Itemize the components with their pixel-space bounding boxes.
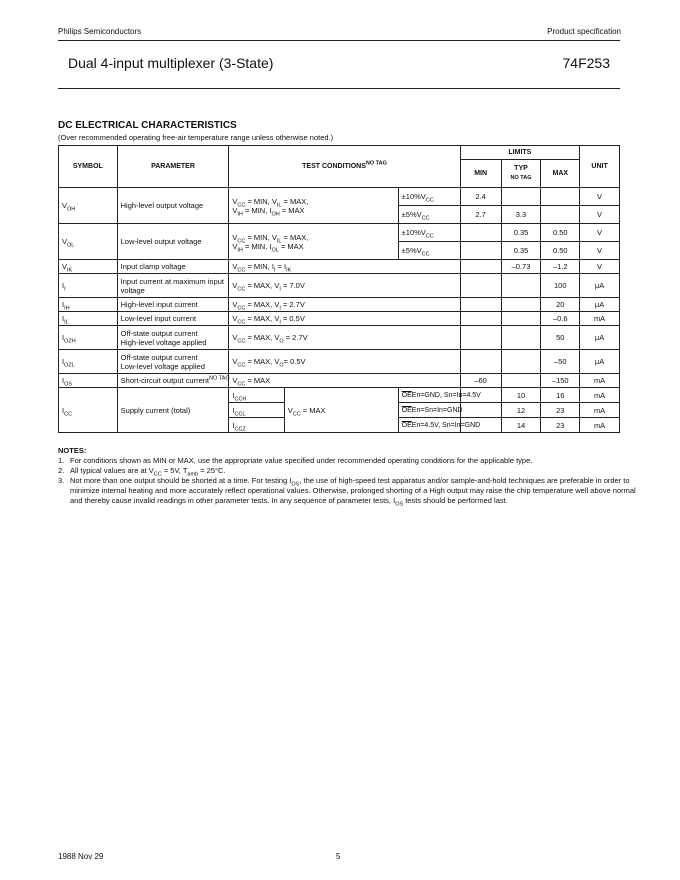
symbol-iih: $I_{IH}$ (59, 298, 118, 312)
param-iozl: Off-state output current Low-level voltage applied (117, 350, 229, 374)
company-name: Philips Semiconductors (58, 27, 142, 36)
symbol-vik: $V_{IK}$ (59, 260, 118, 274)
part-number: 74F253 (562, 55, 610, 71)
document-type: Product specification (547, 27, 621, 36)
value-max: 23 (541, 418, 580, 433)
value-unit: μA (580, 274, 620, 298)
header-rule-top (58, 40, 620, 41)
value-typ (501, 312, 541, 326)
value-unit: μA (580, 298, 620, 312)
value-max: –150 (541, 374, 580, 388)
dc-characteristics-table (58, 145, 620, 433)
symbol-vol: $V_{OL}$ (59, 224, 118, 260)
section-subtitle: (Over recommended operating free-air temperature range unless otherwise noted.) (58, 133, 334, 142)
param-iih: High-level input current (117, 298, 229, 312)
value-unit: V (580, 206, 620, 224)
value-unit: mA (580, 374, 620, 388)
param-iil: Low-level input current (117, 312, 229, 326)
param-iozh: Off-state output current High-level voltage applied (117, 326, 229, 350)
header-parameter: PARAMETER (117, 146, 229, 188)
cond-icch: $\overline{OE}En=GND$, Sn=In=4.5V (398, 388, 460, 403)
value-max: 23 (541, 403, 580, 418)
value-max: 0.50 (541, 242, 580, 260)
value-min: 2.7 (460, 206, 501, 224)
value-typ: 10 (501, 388, 541, 403)
table-row (59, 260, 620, 274)
cond-iccz: $\overline{OE}En=4.5V$, Sn=In=GND (398, 418, 460, 433)
value-typ: 0.35 (501, 242, 541, 260)
table-row (59, 274, 620, 298)
cond-vik: $V_{CC}$ = MIN, $I_I = I_{IK}$ (229, 260, 460, 274)
table-row (59, 298, 620, 312)
header-limits: LIMITS (460, 146, 579, 160)
value-max: 20 (541, 298, 580, 312)
value-unit: V (580, 188, 620, 206)
value-max: 0.50 (541, 224, 580, 242)
param-ios: Short-circuit output current$^{NO TAG}$ (117, 374, 229, 388)
table-row (59, 350, 620, 374)
symbol-iccl: $I_{CCL}$ (229, 403, 284, 418)
table-row (59, 188, 620, 206)
value-min (460, 312, 501, 326)
value-unit: mA (580, 418, 620, 433)
cond-icc: $V_{CC}$ = MAX (284, 388, 398, 433)
value-typ (501, 350, 541, 374)
table-row (59, 374, 620, 388)
cond-vol: $V_{CC}$ = MIN, $V_{IL}$ = MAX, $V_{IH}$ = MIN, $I_{OL}$ = MAX (229, 224, 398, 260)
cond-iil: $V_{CC}$ = MAX, $V_I = 0.5V$ (229, 312, 460, 326)
symbol-icch: $I_{CCH}$ (229, 388, 284, 403)
value-unit: V (580, 224, 620, 242)
note-3: 3. Not more than one output should be shorted at a time. For testing $I_{OS}$, the use of high-speed test apparatus and/or sample-and-hold techniques are preferable in order to minimize internal heating and more accurately reflect operational values. Otherwise, prolonged shorting of a High output may raise the chip temperature well above normal and thereby cause invalid readings in other parameter tests. In any sequence of parameter tests, $I_{OS}$ tests should be performed last. (58, 476, 636, 508)
cond-ii: $V_{CC}$ = MAX, $V_I = 7.0V$ (229, 274, 460, 298)
symbol-voh: $V_{OH}$ (59, 188, 118, 224)
symbol-iccz: $I_{CCZ}$ (229, 418, 284, 433)
header-rule-bottom (58, 88, 620, 89)
value-min (460, 242, 501, 260)
document-title: Dual 4-input multiplexer (3-State) (68, 55, 274, 71)
value-max: –50 (541, 350, 580, 374)
symbol-ii: $I_I$ (59, 274, 118, 298)
cond-iccl: $\overline{OE}En=Sn=In=GND$ (398, 403, 460, 418)
value-min (460, 260, 501, 274)
value-min (460, 224, 501, 242)
header-max: MAX (541, 160, 580, 188)
symbol-iil: $I_{IL}$ (59, 312, 118, 326)
page-number: 5 (336, 852, 341, 861)
value-typ: 14 (501, 418, 541, 433)
cond-ios: $V_{CC}$ = MAX (229, 374, 460, 388)
value-typ: 0.35 (501, 224, 541, 242)
value-unit: mA (580, 403, 620, 418)
symbol-iozl: $I_{OZL}$ (59, 350, 118, 374)
param-voh: High-level output voltage (117, 188, 229, 224)
header-unit: UNIT (580, 146, 620, 188)
notes-section (58, 446, 638, 506)
value-typ: –0.73 (501, 260, 541, 274)
tolerance: $\pm 5\%V_{CC}$ (398, 242, 460, 260)
header-symbol: SYMBOL (59, 146, 118, 188)
value-max (541, 206, 580, 224)
value-typ (501, 374, 541, 388)
value-max: 16 (541, 388, 580, 403)
param-ii: Input current at maximum input voltage (117, 274, 229, 298)
value-min (460, 274, 501, 298)
value-min: 2.4 (460, 188, 501, 206)
tolerance: $\pm 5\%V_{CC}$ (398, 206, 460, 224)
param-vol: Low-level output voltage (117, 224, 229, 260)
table-row (59, 326, 620, 350)
value-max: 50 (541, 326, 580, 350)
value-unit: μA (580, 350, 620, 374)
value-max: 100 (541, 274, 580, 298)
header-min: MIN (460, 160, 501, 188)
value-min: –60 (460, 374, 501, 388)
header-test-conditions: TEST $CONDITIONS^{NO TAG}$ (229, 146, 460, 188)
value-unit: mA (580, 312, 620, 326)
symbol-iozh: $I_{OZH}$ (59, 326, 118, 350)
cond-iozl: $V_{CC}$ = MAX, $V_O= 0.5V$ (229, 350, 460, 374)
section-title: DC ELECTRICAL CHARACTERISTICS (58, 120, 237, 131)
note-2: 2. All typical values are at $V_{CC} = 5V$, $T_{amb} = 25^\circ C$. (58, 466, 226, 478)
table-row (59, 388, 620, 403)
table-row (59, 312, 620, 326)
cond-iih: $V_{CC}$ = MAX, $V_I = 2.7V$ (229, 298, 460, 312)
value-max: –0.6 (541, 312, 580, 326)
value-typ: 3.3 (501, 206, 541, 224)
value-min (460, 350, 501, 374)
value-min (460, 403, 501, 418)
value-typ (501, 188, 541, 206)
value-unit: V (580, 242, 620, 260)
header-typ: TYP NO TAG (501, 160, 541, 188)
value-typ (501, 274, 541, 298)
symbol-ios: $I_{OS}$ (59, 374, 118, 388)
value-max (541, 188, 580, 206)
table-row (59, 224, 620, 242)
tolerance: $\pm 10\%V_{CC}$ (398, 188, 460, 206)
value-min (460, 326, 501, 350)
param-icc: Supply current (total) (117, 388, 229, 433)
value-typ (501, 326, 541, 350)
value-min (460, 298, 501, 312)
value-typ (501, 298, 541, 312)
footer-date: 1988 Nov 29 (58, 852, 104, 861)
cond-iozh: $V_{CC}$ = MAX, $V_O = 2.7V$ (229, 326, 460, 350)
cond-voh: $V_{CC}$ = MIN, $V_{IL}$ = MAX, $V_{IH}$ = MIN, $I_{OH}$ = MAX (229, 188, 398, 224)
notes-heading: NOTES: (58, 446, 87, 455)
symbol-icc: $I_{CC}$ (59, 388, 118, 433)
note-1: 1. For conditions shown as MIN or MAX, use the appropriate value specified under recommended operating conditions for the applicable type. (58, 456, 533, 465)
param-vik: Input clamp voltage (117, 260, 229, 274)
value-max: –1.2 (541, 260, 580, 274)
value-unit: μA (580, 326, 620, 350)
value-typ: 12 (501, 403, 541, 418)
value-unit: mA (580, 388, 620, 403)
value-unit: V (580, 260, 620, 274)
tolerance: $\pm 10\%V_{CC}$ (398, 224, 460, 242)
